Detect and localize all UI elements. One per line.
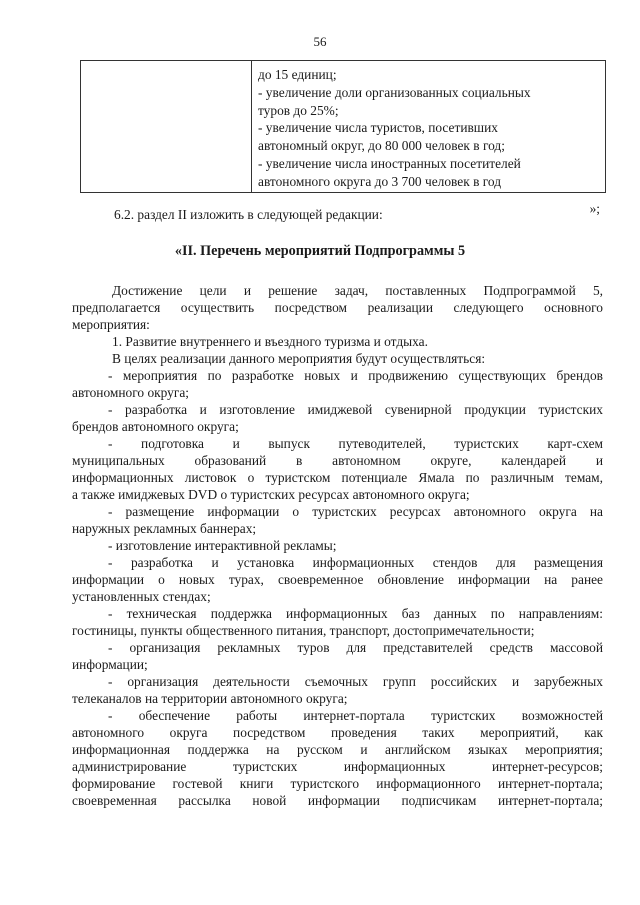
text-line: а также имиджевых DVD о туристских ресурсах автономного округа; xyxy=(72,487,470,502)
text-line: информационных листовок о туристском потенциале Ямала по различным темам, xyxy=(72,470,603,485)
text-line: - организация рекламных туров для представителей средств массовой xyxy=(108,640,603,655)
intro-paragraph xyxy=(72,282,603,333)
text-line: - изготовление интерактивной рекламы; xyxy=(108,538,337,553)
item-heading: 1. Развитие внутреннего и въездного туризма и отдыха. xyxy=(112,334,428,349)
text-line: формирование гостевой книги туристского информационного интернет-портала; xyxy=(72,776,603,791)
text-line: информации о новых турах, своевременное обновление информации на ранее xyxy=(72,572,603,587)
list-item xyxy=(72,503,603,537)
section-intro: 6.2. раздел II изложить в следующей редакции: xyxy=(114,207,383,222)
text-line: - мероприятия по разработке новых и продвижению существующих брендов xyxy=(108,368,603,383)
table-cell-line: - увеличение числа иностранных посетителей xyxy=(258,155,521,171)
page-number: 56 xyxy=(313,34,327,49)
text-line: администрирование туристских информационных интернет-ресурсов; xyxy=(72,759,603,774)
list-item xyxy=(72,435,603,503)
section-title: «II. Перечень мероприятий Подпрограммы 5 xyxy=(174,243,466,259)
list-item xyxy=(72,673,603,707)
text-line: муниципальных образований в автономном округе, календарей и xyxy=(72,453,603,468)
text-line: телеканалов на территории автономного округа; xyxy=(72,691,348,706)
text-line: предполагается осуществить посредством реализации следующего основного xyxy=(72,300,603,315)
text-line: мероприятия: xyxy=(72,317,150,332)
text-line: информационная поддержка на русском и английском языках мероприятия; xyxy=(72,742,603,757)
text-line: гостиницы, пункты общественного питания, транспорт, достопримечательности; xyxy=(72,623,535,638)
continuation-table xyxy=(80,60,606,193)
table-cell-line: туров до 25%; xyxy=(258,102,339,118)
list-item xyxy=(72,367,603,401)
list-item xyxy=(72,401,603,435)
text-line: - подготовка и выпуск путеводителей, туристских карт-схем xyxy=(108,436,603,451)
text-line: Достижение цели и решение задач, поставленных Подпрограммой 5, xyxy=(112,283,603,298)
list-item xyxy=(72,537,603,554)
text-line: информации; xyxy=(72,657,148,672)
text-line: наружных рекламных баннерах; xyxy=(72,521,257,536)
table-cell-line: автономный округ, до 80 000 человек в год; xyxy=(258,138,505,154)
text-line: - техническая поддержка информационных баз данных по направлениям: xyxy=(108,606,603,621)
table-cell-line: до 15 единиц; xyxy=(258,67,337,82)
text-line: - обеспечение работы интернет-портала туристских возможностей xyxy=(108,708,603,723)
text-line: автономного округа посредством проведения таких мероприятий, как xyxy=(72,725,603,740)
table-cell-line: - увеличение доли организованных социальных xyxy=(258,84,531,100)
text-line: установленных стендах; xyxy=(72,589,211,604)
bullet-list xyxy=(72,367,603,809)
item-lead: В целях реализации данного мероприятия будут осуществляться: xyxy=(112,351,486,366)
closing-quote: »; xyxy=(589,201,600,216)
table-right-cell xyxy=(258,66,598,191)
table-column-divider xyxy=(251,61,252,192)
list-item xyxy=(72,707,603,809)
list-item xyxy=(72,639,603,673)
text-line: - разработка и изготовление имиджевой сувенирной продукции туристских xyxy=(108,402,603,417)
text-line: автономного округа; xyxy=(72,385,190,400)
text-line: своевременная рассылка новой информации подписчикам интернет-портала; xyxy=(72,793,603,808)
list-item xyxy=(72,605,603,639)
text-line: - организация деятельности съемочных групп российских и зарубежных xyxy=(108,674,603,689)
text-line: брендов автономного округа; xyxy=(72,419,239,434)
text-line: - разработка и установка информационных стендов для размещения xyxy=(108,555,603,570)
table-cell-line: автономного округа до 3 700 человек в год xyxy=(258,173,502,189)
table-cell-line: - увеличение числа туристов, посетивших xyxy=(258,120,498,136)
list-item xyxy=(72,554,603,605)
text-line: - размещение информации о туристских ресурсах автономного округа на xyxy=(108,504,603,519)
